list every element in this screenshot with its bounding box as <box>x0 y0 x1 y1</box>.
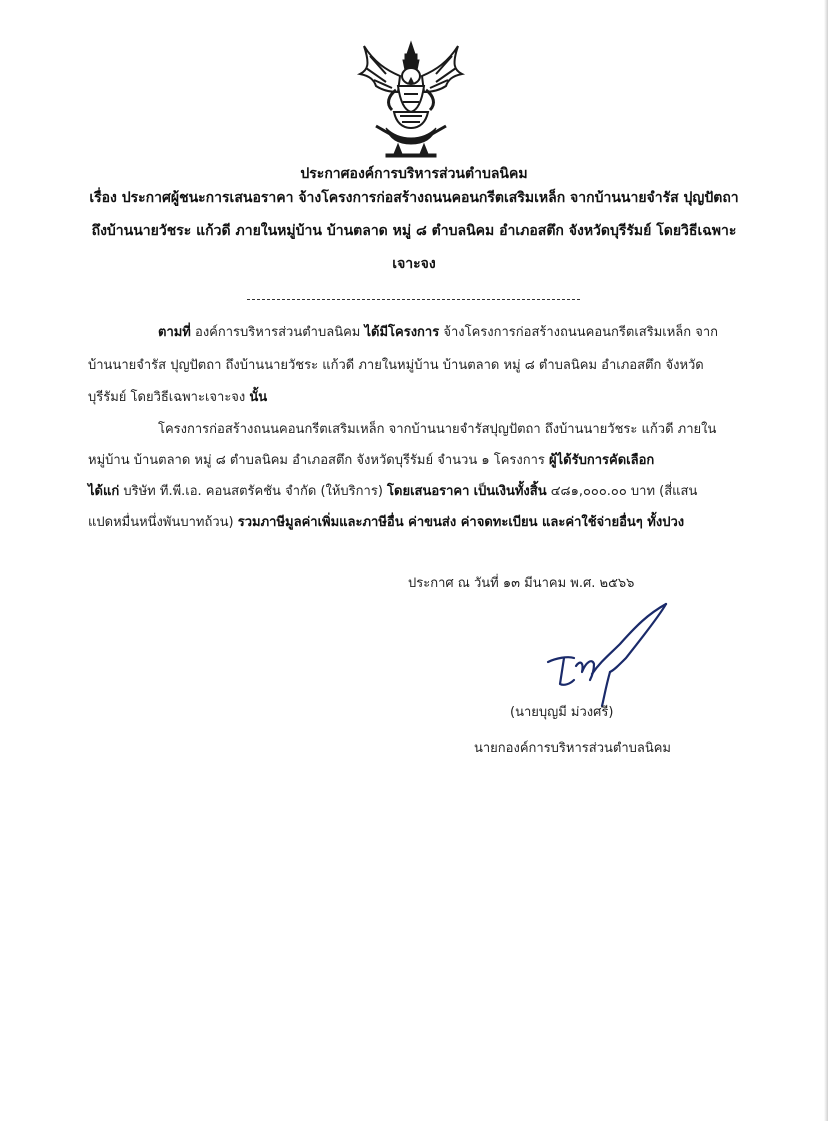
paragraph2-line1: โครงการก่อสร้างถนนคอนกรีตเสริมเหล็ก จากบ้านนายจำรัสปุญปัตถา ถึงบ้านนายวัชระ แก้วดี ภายใน <box>158 422 717 437</box>
paragraph1-line1: ตามที่ องค์การบริหารส่วนตำบลนิคม ได้มีโครงการ จ้างโครงการก่อสร้างถนนคอนกรีตเสริมเหล็ก จาก <box>158 325 719 340</box>
announcement-title: ประกาศองค์การบริหารส่วนตำบลนิคม <box>300 166 528 182</box>
section-divider <box>247 299 580 300</box>
paragraph1-line2: บ้านนายจำรัส ปุญปัตถา ถึงบ้านนายวัชระ แก้วดี ภายในหมู่บ้าน บ้านตลาด หมู่ ๘ ตำบลนิคม อำเภอสตึก จังหวัด <box>88 358 704 373</box>
paragraph2-line2: หมู่บ้าน บ้านตลาด หมู่ ๘ ตำบลนิคม อำเภอสตึก จังหวัดบุรีรัมย์ จำนวน ๑ โครงการ ผู้ได้รับการคัดเลือก <box>88 453 655 468</box>
page-edge <box>824 0 828 1121</box>
handwritten-signature-icon <box>540 600 680 710</box>
signatory-name: (นายบุญมี ม่วงศรี) <box>510 705 614 720</box>
announcement-subject <box>60 182 768 281</box>
announcement-date: ประกาศ ณ วันที่ ๑๓ มีนาคม พ.ศ. ๒๕๖๖ <box>408 576 635 591</box>
paragraph2-line3: ได้แก่ บริษัท ที.พี.เอ. คอนสตรัคชัน จำกัด (ให้บริการ) โดยเสนอราคา เป็นเงินทั้งสิ้น ๔๘๑,๐๐๐.๐๐ บาท (สี่แสน <box>88 484 698 499</box>
subject-line: เรื่อง ประกาศผู้ชนะการเสนอราคา จ้างโครงการก่อสร้างถนนคอนกรีตเสริมเหล็ก จากบ้านนายจำรัส ปุญปัตถา <box>89 190 739 206</box>
signatory-position: นายกองค์การบริหารส่วนตำบลนิคม <box>474 741 671 756</box>
paragraph1-line3: บุรีรัมย์ โดยวิธีเฉพาะเจาะจง นั้น <box>88 390 268 405</box>
garuda-emblem-icon <box>356 40 466 160</box>
subject-line: ถึงบ้านนายวัชระ แก้วดี ภายในหมู่บ้าน บ้านตลาด หมู่ ๘ ตำบลนิคม อำเภอสตึก จังหวัดบุรีรัมย์ โดยวิธีเฉพาะ <box>91 223 737 239</box>
paragraph2-line4: แปดหมื่นหนึ่งพันบาทถ้วน) รวมภาษีมูลค่าเพิ่มและภาษีอื่น ค่าขนส่ง ค่าจดทะเบียน และค่าใช้จ่ายอื่นๆ ทั้งปวง <box>88 515 685 530</box>
subject-line: เจาะจง <box>392 256 436 272</box>
